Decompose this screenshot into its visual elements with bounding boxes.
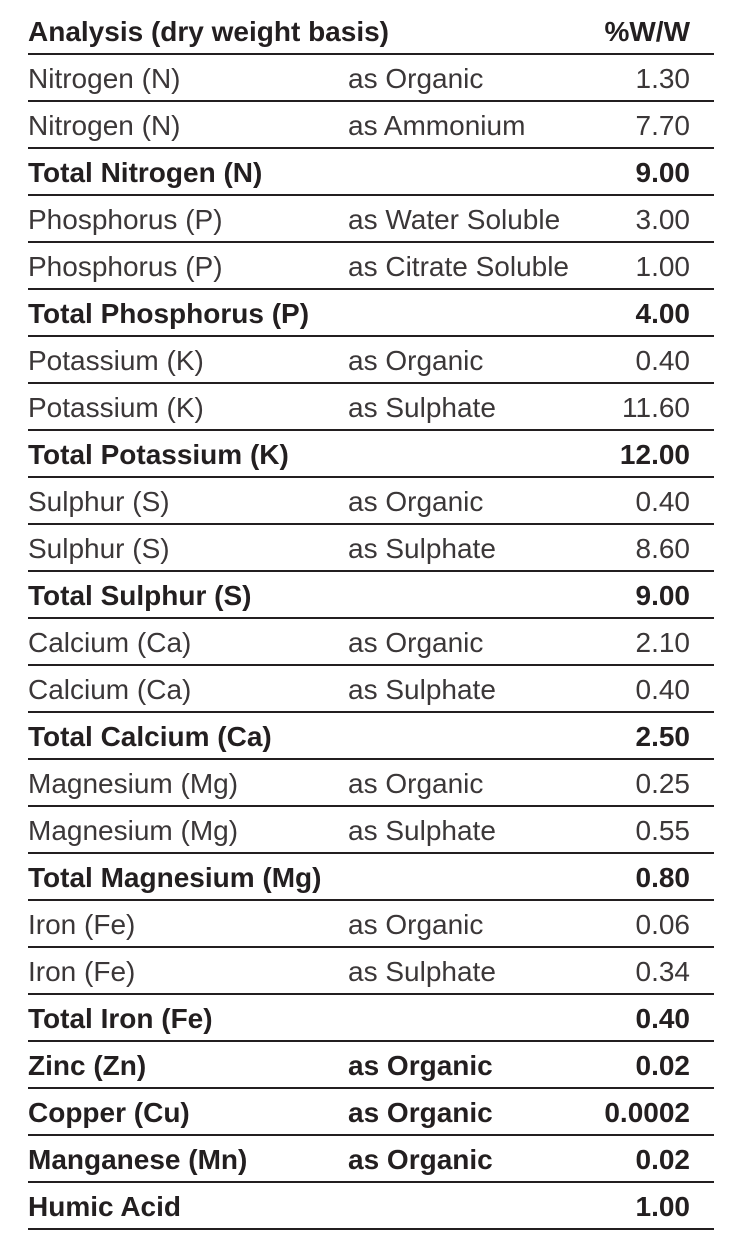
nutrient-value: 0.02: [635, 1144, 690, 1175]
nutrient-form: as Organic: [348, 1097, 493, 1128]
table-row-total: [28, 854, 714, 901]
table-row-total: [28, 431, 714, 478]
analysis-table: [28, 8, 714, 1230]
nutrient-form: as Ammonium: [348, 110, 526, 141]
nutrient-name: Nitrogen (N): [28, 63, 181, 94]
table-row: [28, 525, 714, 572]
table-row: [28, 807, 714, 854]
table-row: [28, 948, 714, 995]
nutrient-form: as Water Soluble: [348, 204, 561, 235]
nutrient-name: Potassium (K): [28, 345, 204, 376]
table-row-total: [28, 572, 714, 619]
nutrient-value: 0.02: [635, 1050, 690, 1081]
nutrient-name: Total Nitrogen (N): [28, 157, 263, 188]
nutrient-value: 0.40: [635, 486, 690, 517]
table-row: [28, 901, 714, 948]
table-row: [28, 196, 714, 243]
nutrient-value: 7.70: [635, 110, 690, 141]
table-body: [28, 55, 714, 1230]
nutrient-name: Manganese (Mn): [28, 1144, 248, 1175]
nutrient-form: as Organic: [348, 909, 484, 940]
table-row-total: [28, 1183, 714, 1230]
nutrient-name: Potassium (K): [28, 392, 204, 423]
table-row-total: [28, 995, 714, 1042]
nutrient-name: Phosphorus (P): [28, 204, 223, 235]
nutrient-name: Magnesium (Mg): [28, 815, 239, 846]
nutrient-value: 0.40: [635, 674, 690, 705]
nutrient-name: Copper (Cu): [28, 1097, 190, 1128]
nutrient-form: as Citrate Soluble: [348, 251, 570, 282]
nutrient-form: as Organic: [348, 627, 484, 658]
nutrient-name: Calcium (Ca): [28, 627, 192, 658]
nutrient-name: Iron (Fe): [28, 909, 136, 940]
nutrient-name: Total Iron (Fe): [28, 1003, 213, 1034]
table-row-total: [28, 290, 714, 337]
nutrient-name: Phosphorus (P): [28, 251, 223, 282]
nutrient-form: as Organic: [348, 345, 484, 376]
nutrient-form: as Organic: [348, 1144, 493, 1175]
table-header: [28, 8, 714, 55]
nutrient-value: 3.00: [635, 204, 690, 235]
nutrient-value: 0.80: [635, 862, 690, 893]
table-row: [28, 619, 714, 666]
nutrient-form: as Organic: [348, 486, 484, 517]
nutrient-name: Total Calcium (Ca): [28, 721, 272, 752]
table-row-total: [28, 713, 714, 760]
nutrient-value: 0.55: [635, 815, 690, 846]
nutrient-name: Humic Acid: [28, 1191, 181, 1222]
nutrient-value: 12.00: [619, 439, 690, 470]
table-row: [28, 337, 714, 384]
table-row: [28, 666, 714, 713]
nutrient-form: as Organic: [348, 768, 484, 799]
nutrient-form: as Sulphate: [348, 533, 496, 564]
nutrient-value: 0.40: [635, 1003, 690, 1034]
nutrient-value: 9.00: [635, 580, 690, 611]
nutrient-value: 1.00: [635, 1191, 690, 1222]
nutrient-value: 11.60: [622, 392, 690, 423]
table-row-total: [28, 1136, 714, 1183]
nutrient-value: 9.00: [635, 157, 690, 188]
nutrient-name: Magnesium (Mg): [28, 768, 239, 799]
nutrient-value: 0.40: [635, 345, 690, 376]
nutrient-form: as Organic: [348, 1050, 493, 1081]
table-row-total: [28, 1089, 714, 1136]
nutrient-name: Total Potassium (K): [28, 439, 289, 470]
header-unit: %W/W: [604, 16, 690, 47]
table-row: [28, 243, 714, 290]
header-title: Analysis (dry weight basis): [28, 16, 389, 47]
nutrient-value: 0.25: [635, 768, 690, 799]
nutrient-value: 0.06: [635, 909, 690, 940]
table-row-total: [28, 149, 714, 196]
nutrient-value: 1.30: [635, 63, 690, 94]
nutrient-name: Total Magnesium (Mg): [28, 862, 322, 893]
table-row: [28, 102, 714, 149]
nutrient-value: 0.0002: [604, 1097, 690, 1128]
table-row: [28, 478, 714, 525]
nutrient-name: Iron (Fe): [28, 956, 136, 987]
nutrient-form: as Organic: [348, 63, 484, 94]
nutrient-name: Total Phosphorus (P): [28, 298, 310, 329]
nutrient-form: as Sulphate: [348, 674, 496, 705]
nutrient-form: as Sulphate: [348, 392, 496, 423]
nutrient-name: Sulphur (S): [28, 486, 170, 517]
nutrient-value: 0.34: [635, 956, 690, 987]
nutrient-name: Total Sulphur (S): [28, 580, 252, 611]
table-row: [28, 384, 714, 431]
nutrient-name: Zinc (Zn): [28, 1050, 147, 1081]
nutrient-form: as Sulphate: [348, 815, 496, 846]
table-row: [28, 55, 714, 102]
nutrient-value: 2.50: [635, 721, 690, 752]
nutrient-value: 1.00: [635, 251, 690, 282]
nutrient-value: 2.10: [635, 627, 690, 658]
nutrient-name: Nitrogen (N): [28, 110, 181, 141]
nutrient-value: 4.00: [635, 298, 690, 329]
nutrient-name: Sulphur (S): [28, 533, 170, 564]
nutrient-name: Calcium (Ca): [28, 674, 192, 705]
nutrient-form: as Sulphate: [348, 956, 496, 987]
nutrient-value: 8.60: [635, 533, 690, 564]
table-row-total: [28, 1042, 714, 1089]
table-row: [28, 760, 714, 807]
